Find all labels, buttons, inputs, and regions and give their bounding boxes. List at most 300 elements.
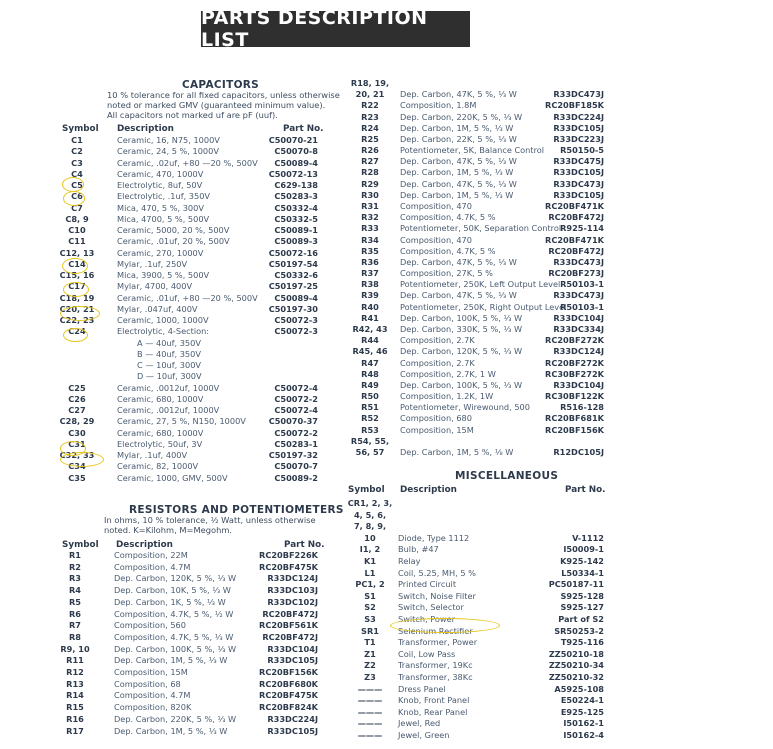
symbol-cell: C1 <box>71 135 83 145</box>
symbol-cell: R31 <box>361 200 379 211</box>
description-cell: Composition, 4.7K, 5 % <box>400 245 496 256</box>
resistors-heading: RESISTORS AND POTENTIOMETERS <box>129 504 344 516</box>
description-cell: Mica, 3900, 5 %, 500V <box>117 270 210 280</box>
part-number-cell: RC20BF156K <box>545 424 604 435</box>
part-number-cell: R33DC104J <box>553 379 604 390</box>
part-number-cell: R33DC473J <box>553 256 604 267</box>
resistors-note-1: In ohms, 10 % tolerance, ½ Watt, unless otherwise <box>104 515 316 525</box>
description-cell: Composition, 68 <box>114 678 181 689</box>
part-number-cell: C50197-30 <box>268 303 318 314</box>
part-number-cell: R33DC473J <box>553 290 604 301</box>
page-title: PARTS DESCRIPTION LIST <box>201 11 470 47</box>
description-cell: Dep. Carbon, 47K, 5 %, ⅓ W <box>400 256 517 267</box>
symbol-cell: R28 <box>361 167 379 178</box>
symbol-cell: R54, 55, <box>350 435 390 446</box>
description-cell: Dep. Carbon, 100K, 5 %, ⅓ W <box>114 643 237 654</box>
symbol-cell: R16 <box>66 713 84 724</box>
symbol-cell: R53 <box>361 424 379 435</box>
table-row <box>0 324 620 335</box>
symbol-cell: R1 <box>68 550 81 560</box>
symbol-cell: R7 <box>68 620 81 631</box>
table-row <box>0 156 620 167</box>
symbol-cell: 4, 5, 6, <box>353 509 387 520</box>
description-cell: Dep. Carbon, 1M, 5 %, ⅓ W <box>400 189 514 200</box>
part-number-cell: C50089-4 <box>274 292 318 303</box>
description-cell: Dep. Carbon, 330K, 5 %, ⅓ W <box>400 323 523 334</box>
part-number-cell: C629-138 <box>274 180 318 190</box>
symbol-cell: C18, 19 <box>59 292 95 303</box>
description-cell: Ceramic, 270, 1000V <box>117 247 204 258</box>
description-cell: Transformer, 38Kc <box>398 672 473 682</box>
part-number-cell: S925-128 <box>560 590 604 601</box>
symbol-cell: R51 <box>361 402 379 413</box>
table-row <box>0 510 620 521</box>
part-number-cell: C50070-21 <box>268 135 318 145</box>
symbol-cell: R47 <box>361 357 379 368</box>
description-cell: Dep. Carbon, 1M, 5 %, ⅓ W <box>114 655 228 666</box>
part-number-cell: RC30BF272K <box>545 368 604 379</box>
description-cell: Coil, 5.25, MH, 5 % <box>398 567 476 578</box>
description-cell: Dep. Carbon, 100K, 5 %, ⅓ W <box>400 312 523 323</box>
symbol-cell: C15, 16 <box>59 270 95 280</box>
symbol-cell: R15 <box>66 702 84 713</box>
part-number-cell: SR50253-2 <box>554 625 604 636</box>
part-number-cell: L50334-1 <box>561 567 604 578</box>
description-cell: Composition, 4.7K, 5 % <box>400 212 496 223</box>
highlight-circle <box>62 258 88 274</box>
description-cell: Dep. Carbon, 1M, 5 %, ⅓ W <box>400 122 514 133</box>
symbol-cell: R3 <box>68 573 81 584</box>
description-cell: Composition, 15M <box>114 667 188 677</box>
description-cell: Mylar, .1uf, 400V <box>117 450 188 460</box>
misc-part-header: Part No. <box>565 485 606 495</box>
description-cell: Composition, 560 <box>114 620 186 631</box>
part-number-cell: RC20BF680K <box>259 678 318 689</box>
symbol-cell: C14 <box>68 258 86 269</box>
symbol-cell: R41 <box>361 312 379 323</box>
symbol-cell: Z3 <box>364 672 376 682</box>
description-cell: Potentiometer, 50K, Separation Control <box>400 223 562 234</box>
highlight-circle <box>390 618 500 633</box>
symbol-cell: C17 <box>68 281 86 292</box>
part-number-cell: R50150-5 <box>560 145 604 156</box>
table-row <box>0 649 620 660</box>
description-cell: Composition, 4.7M <box>114 561 191 572</box>
description-cell: Mica, 470, 5 %, 300V <box>117 202 204 213</box>
part-number-cell: C50070-8 <box>274 146 318 157</box>
description-cell: Dep. Carbon, 1M, 5 %, ⅓ W <box>114 725 228 736</box>
symbol-cell: R14 <box>66 690 84 701</box>
symbol-cell: R4 <box>68 585 81 596</box>
part-number-cell: RC20BF472J <box>262 631 318 642</box>
table-row <box>0 533 620 544</box>
part-number-cell: C50332-5 <box>274 213 318 224</box>
part-number-cell: E50224-1 <box>560 695 604 706</box>
description-cell: Ceramic, .01uf, 20 %, 500V <box>117 236 230 247</box>
description-cell: Composition, 680 <box>400 413 472 424</box>
table-row <box>0 167 620 178</box>
part-number-cell: R33DC334J <box>553 323 604 334</box>
description-cell: Ceramic, 1000, 1000V <box>117 315 209 325</box>
part-number-cell: R33DC473J <box>553 178 604 189</box>
symbol-cell: R9, 10 <box>60 643 90 654</box>
part-number-cell: C50283-3 <box>274 191 318 202</box>
symbol-cell: ——— <box>357 718 383 729</box>
resistors-symbol-header: Symbol <box>62 540 99 550</box>
part-number-cell: ZZ50210-32 <box>548 672 604 682</box>
symbol-cell: C35 <box>68 472 86 483</box>
description-cell: Ceramic, 680, 1000V <box>117 427 204 438</box>
description-cell: Dep. Carbon, 22K, 5 %, ⅓ W <box>400 133 517 144</box>
symbol-cell: R8 <box>68 631 81 642</box>
description-cell: Potentiometer, 250K, Right Output Level <box>400 301 567 312</box>
table-row <box>0 614 620 625</box>
table-row <box>0 346 620 357</box>
description-cell: Composition, 4.7K, 5 %, ½ W <box>114 608 234 619</box>
part-number-cell: C50283-1 <box>274 438 318 449</box>
symbol-cell: R44 <box>361 335 379 346</box>
symbol-cell: R17 <box>66 725 84 736</box>
table-row <box>0 521 620 532</box>
symbol-cell: R26 <box>361 145 379 156</box>
table-row <box>0 473 330 484</box>
symbol-cell: C8, 9 <box>65 213 89 224</box>
description-cell: Diode, Type 1112 <box>398 532 470 543</box>
symbol-cell: SR1 <box>361 625 379 636</box>
part-number-cell: C50072-3 <box>274 315 318 325</box>
symbol-cell: CR1, 2, 3, <box>347 498 393 508</box>
symbol-cell: R49 <box>361 379 379 390</box>
symbol-cell: R5 <box>68 596 81 607</box>
description-cell: Dress Panel <box>398 683 446 694</box>
description-cell: Ceramic, .0012uf, 1000V <box>117 382 220 393</box>
description-cell: Dep. Carbon, 47K, 5 %, ⅓ W <box>400 290 517 301</box>
description-cell: Composition, 4.7M <box>114 690 191 701</box>
symbol-cell: 56, 57 <box>355 446 385 457</box>
description-cell: A — 40uf, 350V <box>137 337 201 348</box>
symbol-cell: R2 <box>68 561 81 572</box>
highlight-circle <box>59 303 100 321</box>
table-row <box>0 235 620 246</box>
symbol-cell: R45, 46 <box>352 346 388 357</box>
symbol-cell: S1 <box>364 590 376 601</box>
symbol-cell: C22, 23 <box>59 315 95 325</box>
part-number-cell: R33DC105J <box>553 189 604 200</box>
part-number-cell: RC20BF561K <box>259 620 318 631</box>
table-row <box>0 145 620 156</box>
symbol-cell: C20, 21 <box>59 303 95 314</box>
part-number-cell: C50089-4 <box>274 157 318 168</box>
part-number-cell: PC50187-11 <box>548 579 604 590</box>
part-number-cell: RC20BF472J <box>548 245 604 256</box>
table-row <box>0 436 620 447</box>
part-number-cell: A5925-108 <box>554 683 604 694</box>
description-cell: Mylar, .047uf, 400V <box>117 303 198 314</box>
table-row <box>0 201 620 212</box>
part-number-cell: R33DC105J <box>553 122 604 133</box>
description-cell: Composition, 470 <box>400 234 472 245</box>
part-number-cell: R50103-1 <box>560 301 604 312</box>
part-number-cell: C50072-4 <box>274 382 318 393</box>
symbol-cell: R11 <box>66 655 84 666</box>
table-row <box>0 544 620 555</box>
part-number-cell: R50103-1 <box>560 279 604 290</box>
part-number-cell: C50072-4 <box>274 405 318 415</box>
part-number-cell: C50089-2 <box>274 472 318 483</box>
description-cell: Selenium Rectifier <box>398 625 473 636</box>
symbol-cell: I1, 2 <box>359 544 381 555</box>
description-cell: Electrolytic, 50uf, 3V <box>117 438 203 449</box>
table-row <box>0 290 620 301</box>
part-number-cell: V-1112 <box>572 532 604 543</box>
part-number-cell: RC20BF156K <box>259 667 318 677</box>
table-row <box>0 730 620 741</box>
description-cell: Dep. Carbon, 1M, 5 %, ⅓ W <box>400 167 514 178</box>
part-number-cell: C50072-16 <box>268 247 318 258</box>
highlight-circle <box>62 177 84 192</box>
symbol-cell: C10 <box>68 225 86 235</box>
symbol-cell: R40 <box>361 301 379 312</box>
table-row <box>0 279 620 290</box>
description-cell: Composition, 27K, 5 % <box>400 268 493 279</box>
misc-symbol-header: Symbol <box>348 485 385 495</box>
description-cell: Coil, Low Pass <box>398 648 456 659</box>
misc-description-header: Description <box>400 485 457 495</box>
part-number-cell: C50332-6 <box>274 270 318 280</box>
table-row <box>0 579 620 590</box>
table-row <box>0 413 620 424</box>
table-row <box>0 179 620 190</box>
symbol-cell: R12 <box>66 667 84 677</box>
part-number-cell: R33DC105J <box>553 167 604 178</box>
symbol-cell: R50 <box>361 391 379 402</box>
description-cell: Ceramic, 1000, GMV, 500V <box>117 472 228 483</box>
table-row <box>0 568 620 579</box>
part-number-cell: RC20BF475K <box>259 561 318 572</box>
symbol-cell: Z2 <box>364 660 376 671</box>
symbol-cell: R36 <box>361 256 379 267</box>
symbol-cell: S3 <box>364 614 376 624</box>
description-cell: Dep. Carbon, 1K, 5 %, ⅓ W <box>114 596 226 607</box>
symbol-cell: C34 <box>68 461 86 472</box>
table-row <box>0 123 620 134</box>
symbol-cell: C3 <box>71 157 83 168</box>
description-cell: D — 10uf, 300V <box>137 371 202 382</box>
part-number-cell: R33DC105J <box>267 725 318 736</box>
part-number-cell: C50197-25 <box>268 281 318 292</box>
description-cell: Dep. Carbon, 10K, 5 %, ⅓ W <box>114 585 231 596</box>
part-number-cell: S925-127 <box>560 602 604 613</box>
part-number-cell: R33DC473J <box>553 89 604 100</box>
resistors-note-2: noted. K=Kilohm, M=Megohm. <box>104 525 233 535</box>
table-row <box>0 134 620 145</box>
symbol-cell: R33 <box>361 223 379 234</box>
table-row <box>0 626 620 637</box>
part-number-cell: C50072-13 <box>268 168 318 179</box>
capacitors-heading: CAPACITORS <box>182 79 260 91</box>
description-cell: Electrolytic, .1uf, 350V <box>117 191 211 202</box>
description-cell: Dep. Carbon, 120K, 5 %, ⅓ W <box>400 346 523 357</box>
symbol-cell: R24 <box>361 122 379 133</box>
highlight-circle <box>63 191 85 206</box>
symbol-cell: R35 <box>361 245 379 256</box>
description-cell: Composition, 820K <box>114 702 192 713</box>
table-row <box>0 380 620 391</box>
part-number-cell: I50162-4 <box>563 730 604 740</box>
part-number-cell: RC20BF475K <box>259 690 318 701</box>
part-number-cell: R33DC103J <box>267 585 318 596</box>
description-cell: Switch, Selector <box>398 602 464 613</box>
symbol-cell: R30 <box>361 189 379 200</box>
table-row <box>0 402 620 413</box>
symbol-cell: Z1 <box>364 648 376 659</box>
table-row <box>0 556 620 567</box>
description-cell: Composition, 1.2K, 1W <box>400 391 494 402</box>
part-number-cell: C50197-54 <box>268 258 318 269</box>
description-cell: Mylar, 4700, 400V <box>117 281 193 292</box>
symbol-cell: 7, 8, 9, <box>353 521 387 532</box>
description-cell: Dep. Carbon, 47K, 5 %, ⅓ W <box>400 178 517 189</box>
description-cell: Electrolytic, 8uf, 50V <box>117 180 203 190</box>
description-cell: Jewel, Green <box>398 730 450 740</box>
symbol-cell: R13 <box>66 678 84 689</box>
symbol-cell: R37 <box>361 268 379 279</box>
description-cell: Composition, 22M <box>114 550 188 560</box>
part-number-cell: C50072-2 <box>274 393 318 404</box>
symbol-cell: C12, 13 <box>59 247 95 258</box>
description-cell: Composition, 1.8M <box>400 100 477 111</box>
resistors-part-header: Part No. <box>284 540 325 550</box>
part-number-cell: R33DC224J <box>267 713 318 724</box>
symbol-cell: R38 <box>361 279 379 290</box>
capacitors-note-3: All capacitors not marked uf are pF (uuf). <box>107 110 278 120</box>
symbol-cell: C11 <box>68 236 86 247</box>
table-row <box>0 637 620 648</box>
symbol-cell: C30 <box>68 427 86 438</box>
description-cell: Composition, 15M <box>400 424 474 435</box>
resistors-description-header: Description <box>116 540 173 550</box>
symbol-cell: R39 <box>361 290 379 301</box>
symbol-cell: C6 <box>71 191 83 202</box>
symbol-cell: ——— <box>357 695 383 706</box>
symbol-cell: ——— <box>357 683 383 694</box>
symbol-cell: PC1, 2 <box>355 579 385 590</box>
table-row <box>0 212 620 223</box>
table-row <box>0 684 620 695</box>
description-cell: Composition, 4.7K, 5 %, ⅓ W <box>114 631 234 642</box>
part-number-cell: R33DC104J <box>553 312 604 323</box>
description-cell: Ceramic, 5000, 20 %, 500V <box>117 225 230 235</box>
description-cell: Composition, 2.7K <box>400 357 475 368</box>
part-number-cell: R33DC475J <box>553 156 604 167</box>
part-number-cell: E925-125 <box>560 706 604 717</box>
description-cell: Bulb, #47 <box>398 544 439 555</box>
part-number-cell: C50089-3 <box>274 236 318 247</box>
table-row <box>0 672 620 683</box>
symbol-cell: C25 <box>68 382 86 393</box>
table-row <box>0 498 620 509</box>
table-row <box>0 190 620 201</box>
description-cell: Switch, Noise Filter <box>398 590 476 601</box>
part-number-cell: I50009-1 <box>563 544 604 555</box>
table-row <box>0 660 620 671</box>
description-cell: Mica, 4700, 5 %, 500V <box>117 213 210 224</box>
part-number-cell: RC20BF472J <box>262 608 318 619</box>
capacitors-note-2: noted or marked GMV (guaranteed minimum value). <box>107 100 326 110</box>
symbol-cell: C5 <box>71 180 83 190</box>
symbol-cell: R52 <box>361 413 379 424</box>
part-number-cell: C50332-4 <box>274 202 318 213</box>
capacitors-description-header: Description <box>117 124 174 134</box>
symbol-cell: ——— <box>357 730 383 740</box>
description-cell: Mylar, .1uf, 250V <box>117 258 188 269</box>
part-number-cell: R33DC124J <box>553 346 604 357</box>
symbol-cell: R32 <box>361 212 379 223</box>
table-row <box>0 112 620 123</box>
description-cell: Switch, Power <box>398 614 456 624</box>
part-number-cell: RC20BF273J <box>548 268 604 279</box>
description-cell: Dep. Carbon, 220K, 5 %, ⅓ W <box>400 111 523 122</box>
part-number-cell: RC20BF272K <box>545 335 604 346</box>
part-number-cell: RC20BF185K <box>545 100 604 111</box>
description-cell: Knob, Rear Panel <box>398 706 468 717</box>
table-row <box>0 425 620 436</box>
symbol-cell: L1 <box>364 567 376 578</box>
part-number-cell: R33DC224J <box>553 111 604 122</box>
part-number-cell: R925-114 <box>560 223 604 234</box>
symbol-cell: R27 <box>361 156 379 167</box>
highlight-circle <box>60 452 104 467</box>
description-cell: Potentiometer, 5K, Balance Control <box>400 145 545 156</box>
description-cell: Dep. Carbon, 47K, 5 %, ⅓ W <box>400 156 517 167</box>
symbol-cell: 10 <box>364 532 376 543</box>
part-number-cell: ZZ50210-18 <box>548 648 604 659</box>
description-cell: Dep. Carbon, 120K, 5 %, ⅓ W <box>114 573 237 584</box>
symbol-cell: C28, 29 <box>59 416 95 427</box>
part-number-cell: R33DC105J <box>267 655 318 666</box>
symbol-cell: C32, 33 <box>59 450 95 460</box>
description-cell: Dep. Carbon, 47K, 5 %, ⅓ W <box>400 89 517 100</box>
description-cell: Ceramic, 82, 1000V <box>117 461 199 472</box>
symbol-cell: C7 <box>71 202 83 213</box>
part-number-cell: T925-116 <box>560 637 604 648</box>
description-cell: Potentiometer, 250K, Left Output Level <box>400 279 561 290</box>
highlight-circle <box>63 328 88 342</box>
misc-heading: MISCELLANEOUS <box>455 470 559 482</box>
part-number-cell: ZZ50210-34 <box>548 660 604 671</box>
symbol-cell: R42, 43 <box>352 323 388 334</box>
table-row <box>0 391 620 402</box>
symbol-cell: R25 <box>361 133 379 144</box>
part-number-cell: R12DC105J <box>553 446 604 457</box>
part-number-cell: C50197-32 <box>268 450 318 460</box>
symbol-cell: R6 <box>68 608 81 619</box>
symbol-cell: ——— <box>357 706 383 717</box>
symbol-cell: T1 <box>364 637 376 648</box>
description-cell: Composition, 2.7K <box>400 335 475 346</box>
description-cell: Composition, 470 <box>400 200 472 211</box>
table-row <box>0 461 330 472</box>
part-number-cell: K925-142 <box>560 556 604 566</box>
description-cell: Ceramic, .01uf, +80 —20 %, 500V <box>117 292 258 303</box>
description-cell: Ceramic, 24, 5 %, 1000V <box>117 146 219 157</box>
capacitors-part-header: Part No. <box>283 124 324 134</box>
description-cell: Ceramic, 16, N75, 1000V <box>117 135 220 145</box>
symbol-cell: K1 <box>363 556 377 566</box>
symbol-cell: C27 <box>68 405 86 415</box>
description-cell: Dep. Carbon, 1M, 5 %, ⅛ W <box>400 446 514 457</box>
table-row <box>0 78 620 89</box>
